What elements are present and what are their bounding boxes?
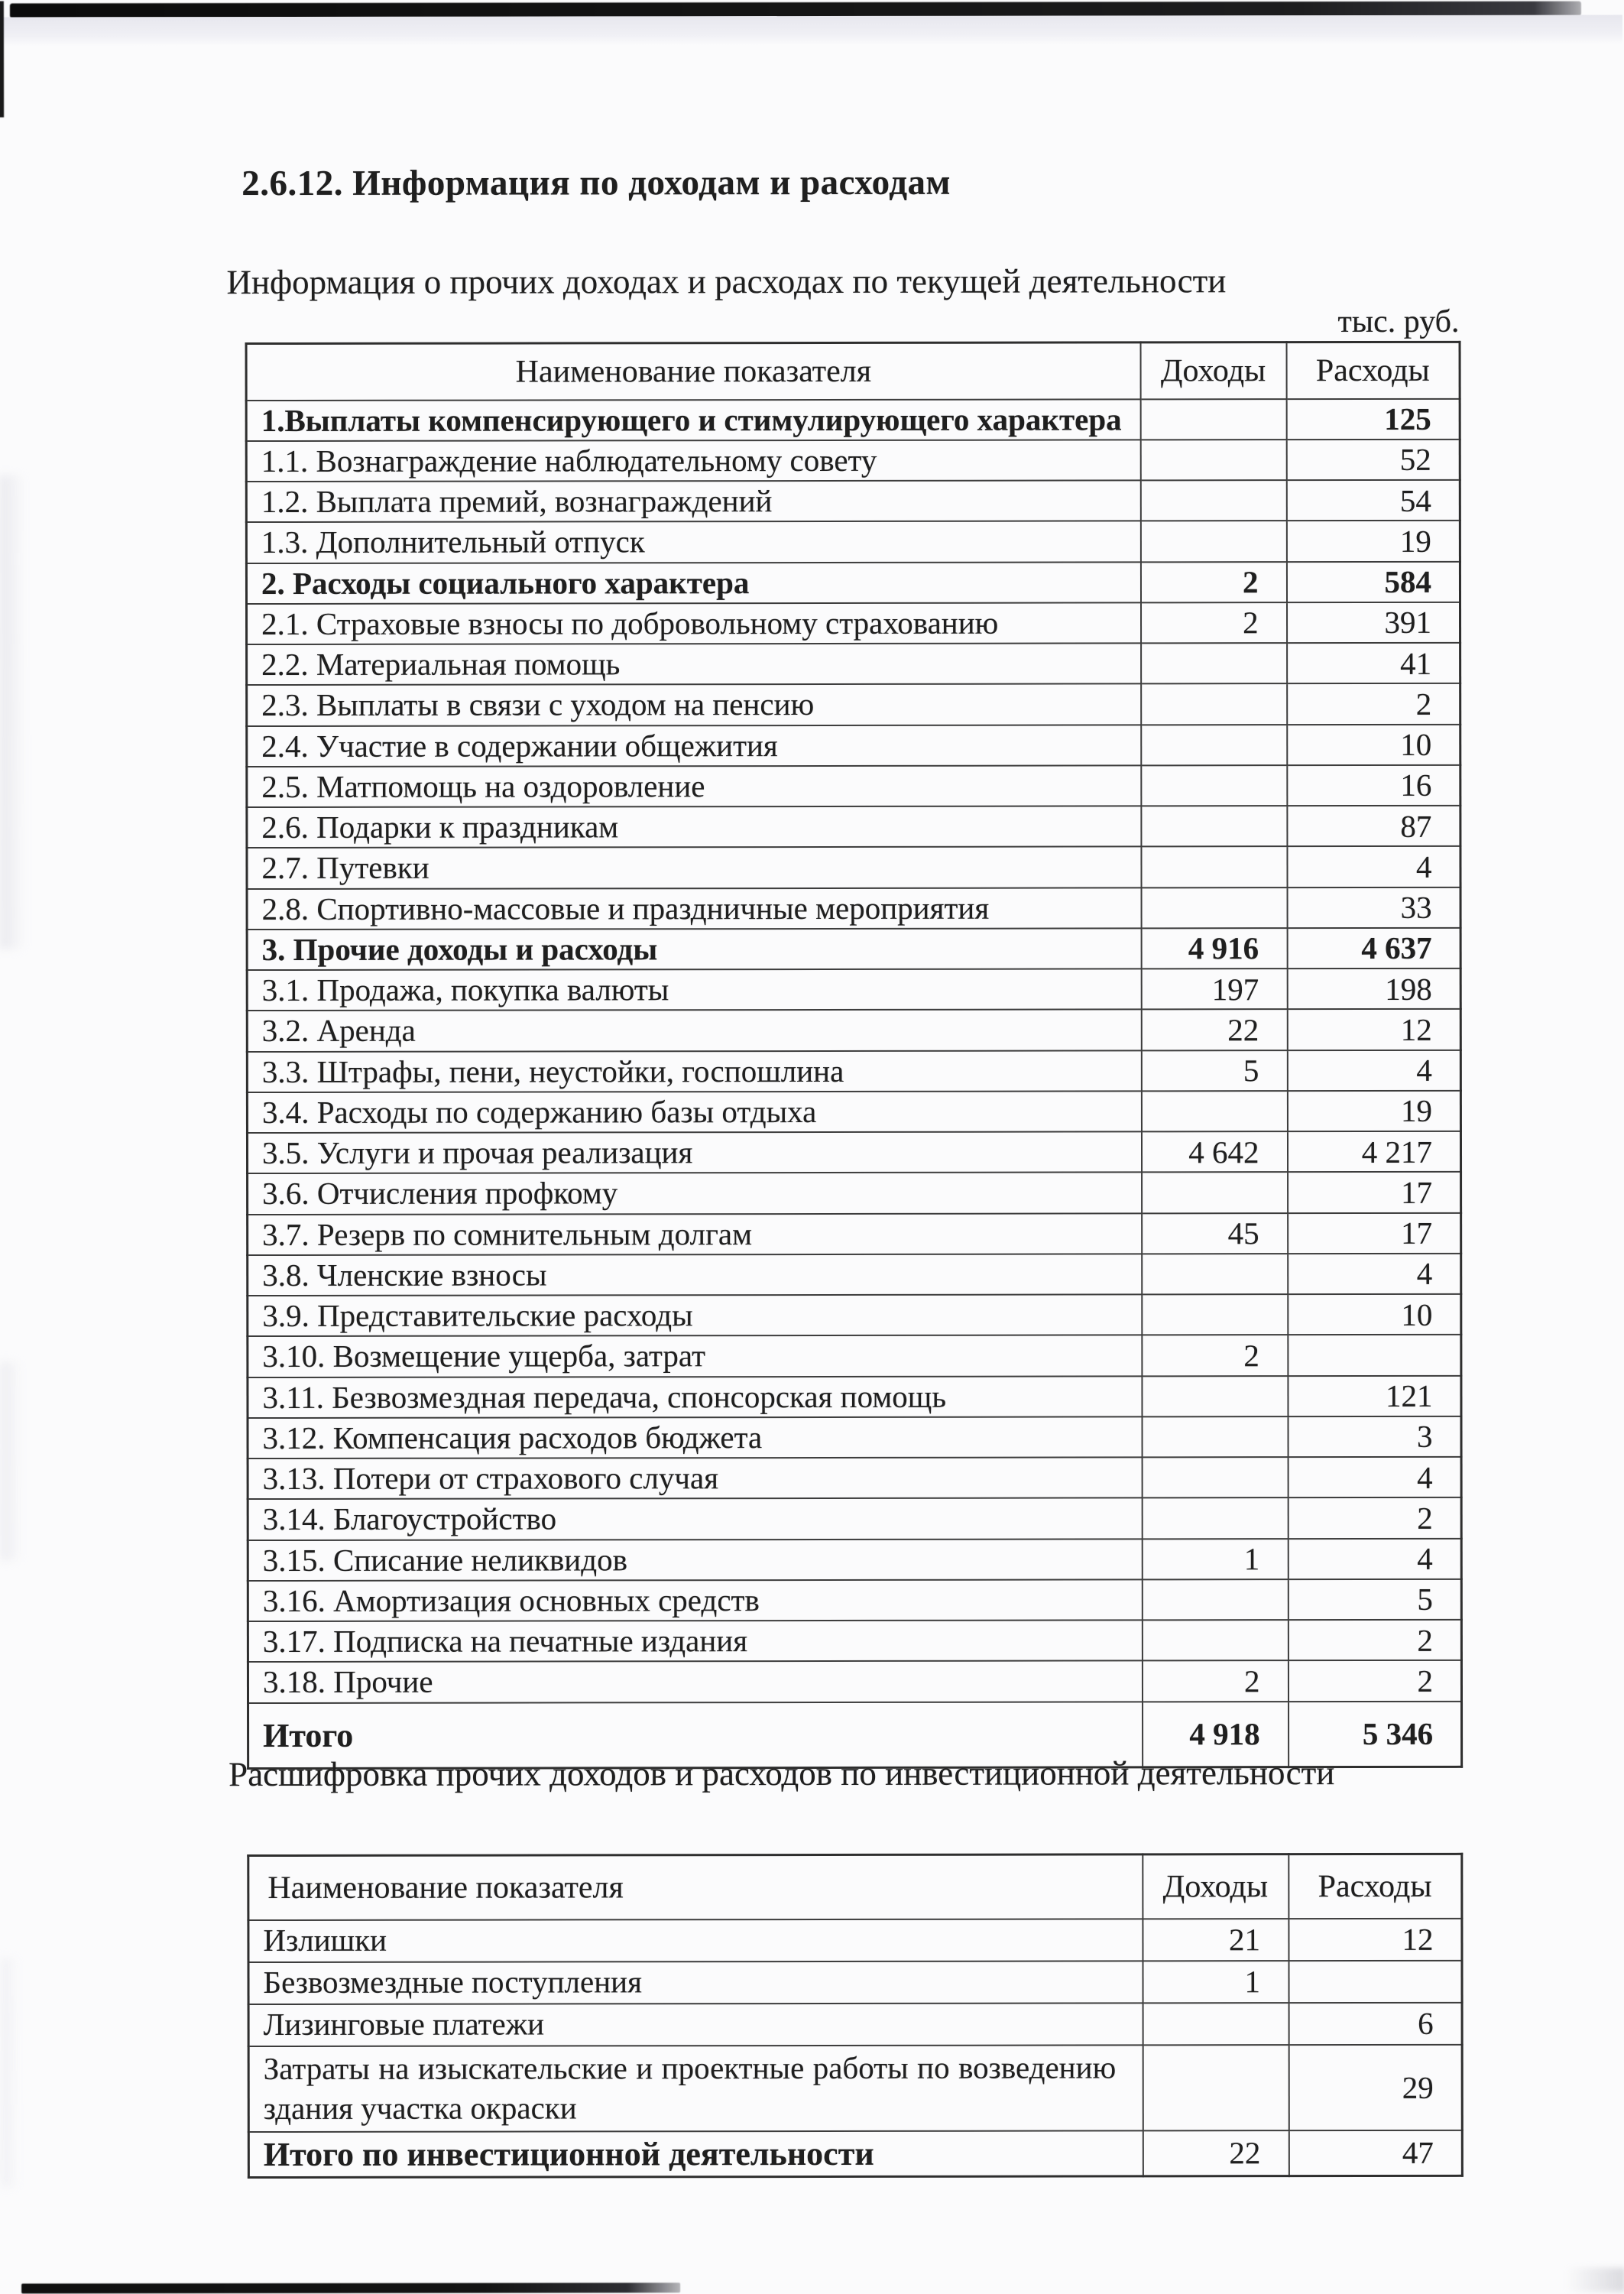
row-name: 2.3. Выплаты в связи с уходом на пенсию (247, 684, 1141, 726)
scan-artifact-left-edge-line (0, 1, 4, 117)
row-name: 2.5. Матпомощь на оздоровление (247, 765, 1141, 807)
row-name: 3.10. Возмещение ущерба, затрат (248, 1335, 1142, 1377)
row-name: Лизинговые платежи (248, 2003, 1143, 2046)
row-expense-value (1289, 1960, 1462, 2002)
table1-body (246, 398, 1461, 1768)
table-row (248, 1416, 1461, 1458)
table-row (248, 1212, 1461, 1254)
row-income-value (1143, 2003, 1289, 2045)
table-row (247, 1009, 1460, 1051)
row-expense-value: 4 (1288, 1254, 1461, 1295)
table-row (248, 2044, 1462, 2131)
row-income-value (1141, 806, 1287, 847)
row-income-value (1142, 1294, 1288, 1335)
header-name: Наименование показателя (248, 1854, 1143, 1920)
table-row (248, 1620, 1461, 1662)
table-row (246, 561, 1460, 603)
row-expense-value: 2 (1288, 1660, 1461, 1702)
table-row (247, 1091, 1460, 1133)
row-income-value (1140, 440, 1286, 481)
row-income-value: 4 642 (1141, 1131, 1287, 1173)
row-income-value (1141, 725, 1287, 766)
table-row (248, 1660, 1461, 1702)
row-income-value: 2 (1142, 1660, 1288, 1702)
row-expense-value: 4 (1287, 846, 1460, 887)
table-row (248, 2130, 1462, 2177)
header-expense: Расходы (1286, 342, 1460, 398)
table-row (248, 1579, 1461, 1621)
row-expense-value: 17 (1288, 1212, 1461, 1254)
row-expense-value (1288, 1335, 1461, 1376)
table-header-row (248, 1854, 1462, 1919)
row-expense-value: 10 (1288, 1294, 1461, 1335)
row-name: 1.2. Выплата премий, вознаграждений (246, 480, 1140, 522)
row-name: 3.6. Отчисления профкому (248, 1173, 1142, 1215)
row-name: 2.7. Путевки (247, 847, 1141, 889)
row-name: Затраты на изыскательские и проектные работы по возведению здания участка окраски (248, 2045, 1143, 2132)
row-income-value: 21 (1143, 1919, 1289, 1961)
table-row (248, 2002, 1462, 2046)
row-expense-value: 16 (1287, 765, 1460, 806)
row-income-value: 45 (1142, 1213, 1288, 1254)
row-expense-value: 4 217 (1287, 1131, 1460, 1173)
row-expense-value: 87 (1287, 806, 1460, 847)
row-income-value: 5 (1141, 1050, 1287, 1092)
header-name: Наименование показателя (246, 342, 1140, 401)
row-expense-value: 41 (1287, 643, 1460, 684)
table-row (248, 1294, 1461, 1336)
row-name: 3.3. Штрафы, пени, неустойки, госпошлина (247, 1050, 1141, 1092)
header-income: Доходы (1140, 342, 1286, 399)
row-income-value: 197 (1141, 969, 1287, 1010)
row-expense-value: 4 637 (1287, 928, 1460, 969)
table-row (248, 1172, 1461, 1214)
units-label: тыс. руб. (1337, 303, 1460, 340)
table-row (246, 398, 1460, 440)
row-income-value (1143, 2045, 1289, 2130)
table-row (247, 1131, 1460, 1173)
table-row (247, 928, 1460, 970)
table-row (248, 1375, 1461, 1417)
table-row (248, 1538, 1461, 1580)
row-expense-value: 391 (1287, 602, 1460, 644)
row-expense-value: 4 (1288, 1538, 1461, 1579)
row-expense-value: 54 (1286, 480, 1460, 521)
row-expense-value: 29 (1289, 2044, 1462, 2130)
row-name: 3.4. Расходы по содержанию базы отдыха (247, 1091, 1141, 1133)
table-row (248, 1960, 1462, 2004)
row-expense-value: 52 (1286, 440, 1460, 481)
row-income-value (1142, 1579, 1288, 1621)
row-income-value (1142, 1497, 1288, 1539)
row-name: 3.18. Прочие (248, 1661, 1142, 1703)
table-row (248, 1918, 1462, 1961)
row-expense-value: 33 (1287, 887, 1460, 928)
row-income-value: 22 (1141, 1009, 1287, 1050)
table-row (248, 1254, 1461, 1296)
row-name: 2.8. Спортивно-массовые и праздничные мероприятия (247, 887, 1141, 930)
row-name: 3.14. Благоустройство (248, 1498, 1142, 1540)
row-income-value (1142, 1254, 1288, 1295)
row-income-value (1141, 887, 1287, 929)
table-row (247, 846, 1460, 888)
row-expense-value: 2 (1288, 1497, 1461, 1539)
row-income-value (1140, 480, 1286, 521)
row-name: 3.12. Компенсация расходов бюджета (248, 1416, 1142, 1458)
row-expense-value: 2 (1287, 683, 1460, 725)
row-income-value (1140, 399, 1286, 440)
row-name: 3.13. Потери от страхового случая (248, 1457, 1142, 1499)
scan-artifact-left-smudge (1, 1958, 18, 2187)
row-name: Безвозмездные поступления (248, 1961, 1143, 2004)
investment-activity-table (247, 1853, 1464, 2179)
header-expense: Расходы (1289, 1854, 1462, 1918)
row-name: 3.1. Продажа, покупка валюты (247, 969, 1141, 1011)
row-expense-value: 10 (1287, 724, 1460, 765)
row-expense-value: 198 (1287, 969, 1460, 1010)
row-name: 2.4. Участие в содержании общежития (247, 725, 1141, 767)
row-income-value (1141, 765, 1287, 806)
row-income-value (1141, 683, 1287, 725)
header-income: Доходы (1143, 1854, 1289, 1919)
row-name: 3.2. Аренда (247, 1010, 1141, 1052)
row-name: 1.3. Дополнительный отпуск (246, 521, 1140, 563)
scan-artifact-top-shade (0, 15, 1622, 47)
page-title: 2.6.12. Информация по доходам и расходам (241, 162, 951, 204)
row-expense-value: 12 (1289, 1918, 1462, 1960)
table2-caption: Расшифровка прочих доходов и расходов по инвестиционной деятельности (229, 1754, 1335, 1794)
row-expense-value: 2 (1288, 1620, 1461, 1661)
row-name: 3.5. Услуги и прочая реализация (247, 1131, 1141, 1173)
table-row (246, 521, 1460, 563)
row-income-value (1142, 1620, 1288, 1661)
row-income-value: 4 918 (1143, 1702, 1289, 1767)
table-row (248, 1497, 1461, 1540)
table-row (247, 887, 1460, 929)
row-income-value: 1 (1143, 1961, 1289, 2003)
row-name: 1.1. Вознаграждение наблюдательному совету (246, 440, 1140, 482)
row-income-value: 22 (1143, 2130, 1289, 2176)
row-expense-value: 4 (1287, 1050, 1460, 1091)
table-header-row (246, 342, 1460, 400)
row-name: 2.6. Подарки к праздникам (247, 806, 1141, 848)
row-name: 3.15. Списание неликвидов (248, 1539, 1142, 1581)
table-row (248, 1457, 1461, 1499)
row-name: 3.16. Амортизация основных средств (248, 1579, 1142, 1621)
row-name: 1.Выплаты компенсирующего и стимулирующего характера (246, 399, 1140, 441)
row-name: 2. Расходы социального характера (246, 562, 1140, 604)
row-income-value (1140, 521, 1286, 562)
row-expense-value: 47 (1289, 2130, 1462, 2176)
table-row (247, 765, 1460, 807)
row-name: 3.7. Резерв по сомнительным долгам (248, 1213, 1142, 1255)
table1-caption: Информация о прочих доходах и расходах по текущей деятельности (226, 261, 1227, 302)
table-row (247, 969, 1460, 1011)
row-income-value: 1 (1142, 1539, 1288, 1580)
row-income-value (1141, 643, 1287, 684)
table-row (247, 724, 1460, 766)
table2-body (248, 1918, 1462, 2177)
table-row (247, 806, 1460, 848)
row-expense-value: 6 (1289, 2002, 1462, 2044)
row-income-value (1142, 1172, 1288, 1213)
table-row (247, 683, 1460, 725)
row-income-value: 2 (1141, 602, 1287, 644)
current-activity-table (245, 341, 1464, 1770)
row-income-value (1142, 1416, 1288, 1458)
scan-artifact-left-smudge (0, 475, 26, 949)
row-expense-value: 19 (1287, 1091, 1460, 1132)
row-expense-value: 5 346 (1289, 1701, 1462, 1767)
row-income-value (1142, 1457, 1288, 1498)
row-expense-value: 125 (1286, 398, 1460, 440)
scan-artifact-bottom-bar (21, 2283, 680, 2293)
row-income-value (1141, 846, 1287, 887)
row-expense-value: 5 (1288, 1579, 1461, 1621)
row-name: Излишки (248, 1919, 1143, 1962)
row-name: Итого (248, 1702, 1143, 1769)
table-row (248, 1335, 1461, 1377)
row-name: 3.9. Представительские расходы (248, 1294, 1142, 1336)
row-name: 3. Прочие доходы и расходы (247, 928, 1141, 970)
row-expense-value: 3 (1288, 1416, 1461, 1458)
row-income-value: 2 (1140, 562, 1286, 603)
row-expense-value: 4 (1288, 1457, 1461, 1498)
table-row (247, 643, 1460, 685)
row-name: 3.11. Безвозмездная передача, спонсорская помощь (248, 1376, 1142, 1418)
row-expense-value: 584 (1286, 561, 1460, 602)
table-row (247, 602, 1460, 644)
row-expense-value: 17 (1288, 1172, 1461, 1213)
row-income-value: 4 916 (1141, 928, 1287, 969)
scan-artifact-left-smudge (0, 1361, 21, 1560)
row-expense-value: 12 (1287, 1009, 1460, 1050)
row-income-value (1141, 1091, 1287, 1132)
row-name: 3.17. Подписка на печатные издания (248, 1620, 1142, 1662)
row-income-value: 2 (1142, 1335, 1288, 1376)
table-row (246, 480, 1460, 522)
row-name: 3.8. Членские взносы (248, 1254, 1142, 1296)
scan-artifact-corner-mark (1565, 2268, 1624, 2292)
row-income-value (1142, 1376, 1288, 1417)
row-expense-value: 121 (1288, 1375, 1461, 1416)
row-name: 2.1. Страховые взносы по добровольному страхованию (247, 602, 1141, 644)
row-expense-value: 19 (1286, 521, 1460, 562)
row-name: 2.2. Материальная помощь (247, 643, 1141, 685)
row-name: Итого по инвестиционной деятельности (248, 2130, 1143, 2178)
table-row (247, 1050, 1460, 1092)
table-row (246, 440, 1460, 482)
